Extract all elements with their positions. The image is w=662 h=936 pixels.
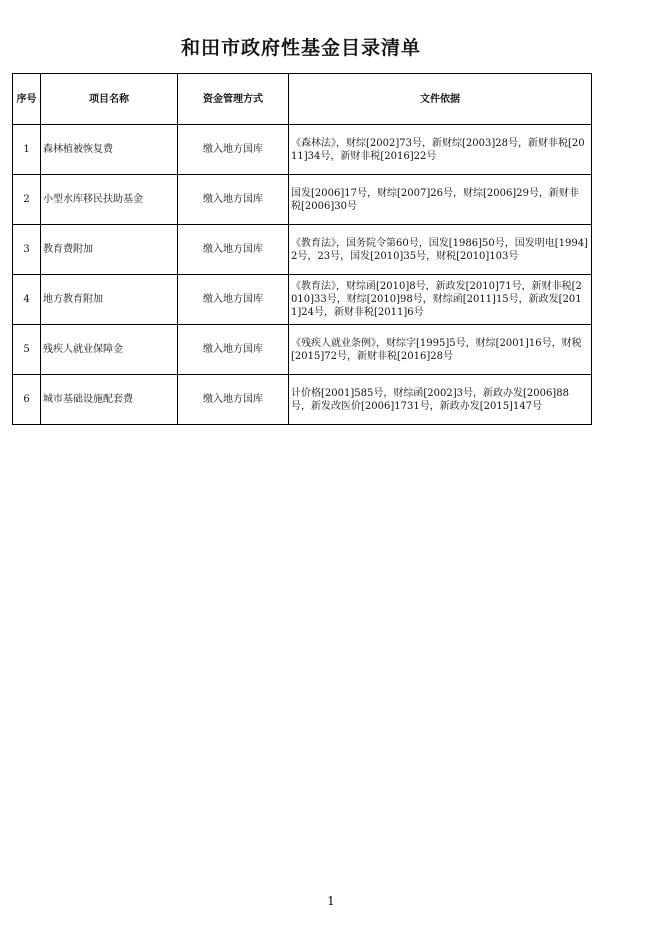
table-row	[13, 325, 592, 375]
table-row	[13, 375, 592, 425]
table-row	[13, 125, 592, 175]
item-name: 城市基础设施配套费	[41, 375, 178, 425]
item-name: 地方教育附加	[41, 275, 178, 325]
row-number: 2	[13, 175, 41, 225]
item-name: 教育费附加	[41, 225, 178, 275]
document-basis: 《残疾人就业条例》，财综字[1995]5号，财综[2001]16号，财税[2015]72号，新财非税[2016]28号	[289, 325, 592, 375]
header-row	[13, 74, 592, 125]
item-name: 森林植被恢复费	[41, 125, 178, 175]
management-method: 缴入地方国库	[178, 325, 289, 375]
management-method: 缴入地方国库	[178, 375, 289, 425]
document-basis: 《教育法》，国务院令第60号，国发[1986]50号，国发明电[1994]2号，23号，国发[2010]35号，财税[2010]103号	[289, 225, 592, 275]
header-method: 资金管理方式	[178, 74, 289, 125]
table-row	[13, 275, 592, 325]
row-number: 5	[13, 325, 41, 375]
page-title: 和田市政府性基金目录清单	[180, 37, 421, 59]
row-number: 4	[13, 275, 41, 325]
row-number: 1	[13, 125, 41, 175]
management-method: 缴入地方国库	[178, 125, 289, 175]
page-number: 1	[327, 894, 335, 908]
row-number: 3	[13, 225, 41, 275]
header-no: 序号	[13, 74, 41, 125]
document-basis: 《教育法》，财综函[2010]8号，新政发[2010]71号，新财非税[2010]33号，财综[2010]98号，财综函[2011]15号，新政发[2011]24号，新财非税[2011]6号	[289, 275, 592, 325]
table-row	[13, 175, 592, 225]
management-method: 缴入地方国库	[178, 175, 289, 225]
header-basis: 文件依据	[289, 74, 592, 125]
row-number: 6	[13, 375, 41, 425]
header-name: 项目名称	[41, 74, 178, 125]
fund-table	[12, 73, 592, 425]
table-row	[13, 225, 592, 275]
document-basis: 计价格[2001]585号，财综函[2002]3号，新政办发[2006]88号，新发改医价[2006]1731号，新政办发[2015]147号	[289, 375, 592, 425]
document-basis: 国发[2006]17号，财综[2007]26号，财综[2006]29号，新财非税[2006]30号	[289, 175, 592, 225]
item-name: 残疾人就业保障金	[41, 325, 178, 375]
document-basis: 《森林法》，财综[2002]73号，新财综[2003]28号，新财非税[2011]34号，新财非税[2016]22号	[289, 125, 592, 175]
management-method: 缴入地方国库	[178, 225, 289, 275]
item-name: 小型水库移民扶助基金	[41, 175, 178, 225]
management-method: 缴入地方国库	[178, 275, 289, 325]
